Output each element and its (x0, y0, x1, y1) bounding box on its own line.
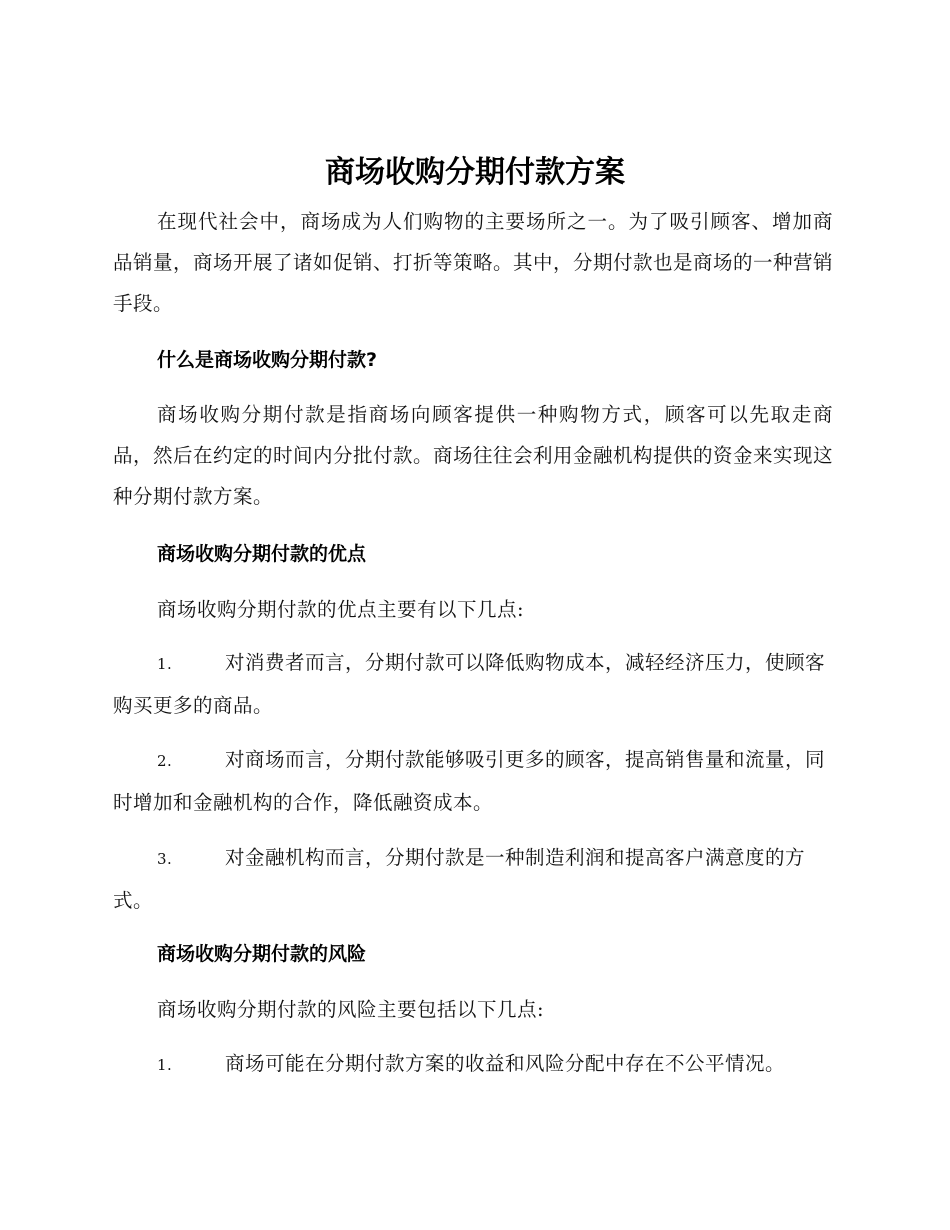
document-title: 商场收购分期付款方案 (325, 155, 625, 190)
list-item-text: 对消费者而言，分期付款可以降低购物成本，减轻经济压力，使顾客购买更多的商品。 (113, 651, 826, 717)
advantage-list-item-3 (113, 837, 833, 921)
section-heading-what-is: 什么是商场收购分期付款? (157, 349, 378, 371)
advantage-list-item-1 (113, 642, 833, 726)
list-number: 2. (157, 752, 173, 770)
list-item-text: 对商场而言，分期付款能够吸引更多的顾客，提高销售量和流量，同时增加和金融机构的合作，降低融资成本。 (113, 748, 826, 814)
list-number: 1. (157, 1056, 173, 1074)
list-item-text: 对金融机构而言，分期付款是一种制造利润和提高客户满意度的方式。 (113, 846, 806, 912)
section-body-what-is: 商场收购分期付款是指商场向顾客提供一种购物方式，顾客可以先取走商品，然后在约定的时间内分批付款。商场往往会利用金融机构提供的资金来实现这种分期付款方案。 (113, 403, 834, 508)
section-heading-advantages: 商场收购分期付款的优点 (157, 543, 367, 565)
list-number: 1. (157, 655, 173, 673)
section-body-advantages: 商场收购分期付款的优点主要有以下几点: (157, 598, 525, 621)
advantage-list-item-2 (113, 739, 833, 823)
list-item-text: 商场可能在分期付款方案的收益和风险分配中存在不公平情况。 (225, 1052, 786, 1075)
intro-paragraph: 在现代社会中，商场成为人们购物的主要场所之一。为了吸引顾客、增加商品销量，商场开展了诸如促销、打折等策略。其中，分期付款也是商场的一种营销手段。 (113, 210, 834, 315)
section-body-risks: 商场收购分期付款的风险主要包括以下几点: (157, 998, 545, 1021)
risk-list-item-1 (113, 1043, 833, 1086)
list-number: 3. (157, 850, 173, 868)
section-heading-risks: 商场收购分期付款的风险 (157, 943, 367, 965)
